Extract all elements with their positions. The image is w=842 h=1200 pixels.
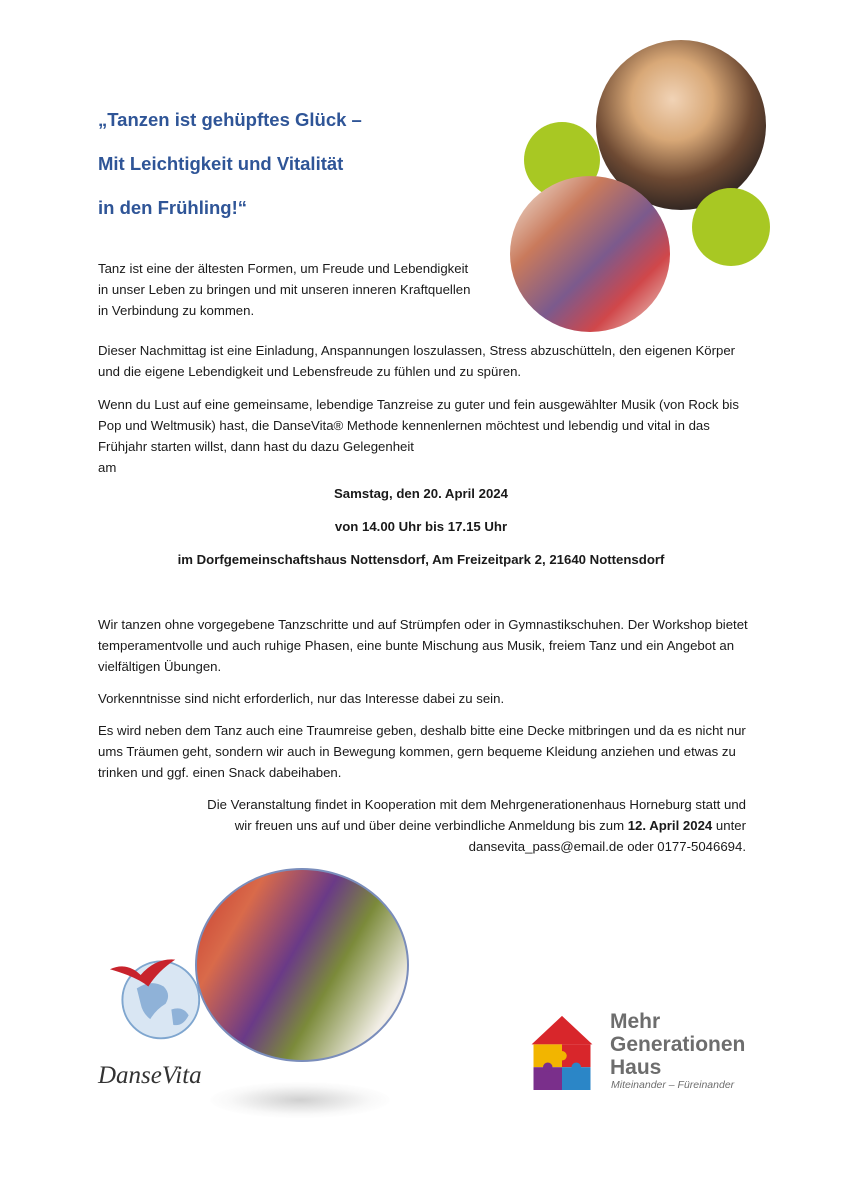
title-line-3: in den Frühling!“ (98, 197, 248, 218)
invitation-paragraph: Dieser Nachmittag ist eine Einladung, Anspannungen loszulassen, Stress abzuschütteln, den eigenen Körper und die eigene Lebendigkeit und Lebensfreude zu fühlen und zu spüren. (98, 343, 736, 379)
puzzle-house-icon (524, 1012, 600, 1092)
registration-deadline: 12. April 2024 (627, 818, 713, 833)
cooperation-line-1: Die Veranstaltung findet in Kooperation mit dem Mehrgenerationenhaus Horneburg statt und (207, 797, 746, 812)
event-date: Samstag, den 20. April 2024 (334, 486, 508, 501)
cooperation-line-2-pre: wir freuen uns auf und über deine verbindliche Anmeldung bis zum (234, 818, 628, 833)
cooperation-line-2 (98, 815, 746, 836)
intro-line-2: in unser Leben zu bringen und mit unseren inneren Kraftquellen (98, 282, 471, 297)
offer-paragraph (98, 394, 758, 478)
group-dance-photo (510, 176, 670, 332)
intro-paragraph (98, 258, 518, 321)
workshop-dance-photo (195, 868, 409, 1062)
mgh-line-2: Generationen (610, 1033, 746, 1056)
mgh-tagline: Miteinander – Füreinander (611, 1079, 735, 1091)
intro-line-1: Tanz ist eine der ältesten Formen, um Freude und Lebendigkeit (98, 261, 469, 276)
event-location: im Dorfgemeinschaftshaus Nottensdorf, Am Freizeitpark 2, 21640 Nottensdorf (177, 552, 665, 567)
title-line-2: Mit Leichtigkeit und Vitalität (98, 153, 344, 174)
dansevita-logo-text: DanseVita (98, 1062, 202, 1089)
flyer-title (98, 98, 518, 230)
cooperation-paragraph (98, 794, 746, 857)
event-time: von 14.00 Uhr bis 17.15 Uhr (334, 519, 508, 534)
prerequisites-paragraph: Vorkenntnisse sind nicht erforderlich, nur das Interesse dabei zu sein. (98, 691, 505, 706)
offer-am: am (98, 460, 117, 475)
mgh-line-3: Haus (610, 1056, 662, 1079)
mgh-line-1: Mehr (610, 1010, 661, 1033)
offer-text: Wenn du Lust auf eine gemeinsame, lebendige Tanzreise zu guter und fein ausgewählter Musik (von Rock bis Pop und Weltmusik) hast, die DanseVita® Methode kennenlernen möchtest und lebendig und vital in das Frühjahr starten willst, dann hast du dazu Gelegenheit (98, 397, 739, 454)
contact-line: dansevita_pass@email.de oder 0177-5046694. (468, 839, 746, 854)
green-circle-decoration (692, 188, 770, 266)
globe-bird-icon (108, 950, 204, 1046)
intro-line-3: in Verbindung zu kommen. (98, 303, 255, 318)
bring-paragraph: Es wird neben dem Tanz auch eine Traumreise geben, deshalb bitte eine Decke mitbringen und da es nicht nur ums Träumen geht, sondern wir auch in Bewegung kommen, gern bequeme Kleidung anziehen und etwas zu trinken und ggf. einen Snack dabeihaben. (98, 723, 746, 780)
photo-shadow (210, 1082, 390, 1118)
cooperation-line-2-post: unter (712, 818, 746, 833)
title-line-1: „Tanzen ist gehüpftes Glück – (98, 109, 362, 130)
details-paragraph: Wir tanzen ohne vorgegebene Tanzschritte und auf Strümpfen oder in Gymnastikschuhen. Der Workshop bietet temperamentvolle und auch ruhige Phasen, eine bunte Mischung aus Musik, freiem Tanz und ein Angebot an vielfältigen Übungen. (98, 617, 748, 674)
mgh-logo-text (610, 1010, 745, 1079)
